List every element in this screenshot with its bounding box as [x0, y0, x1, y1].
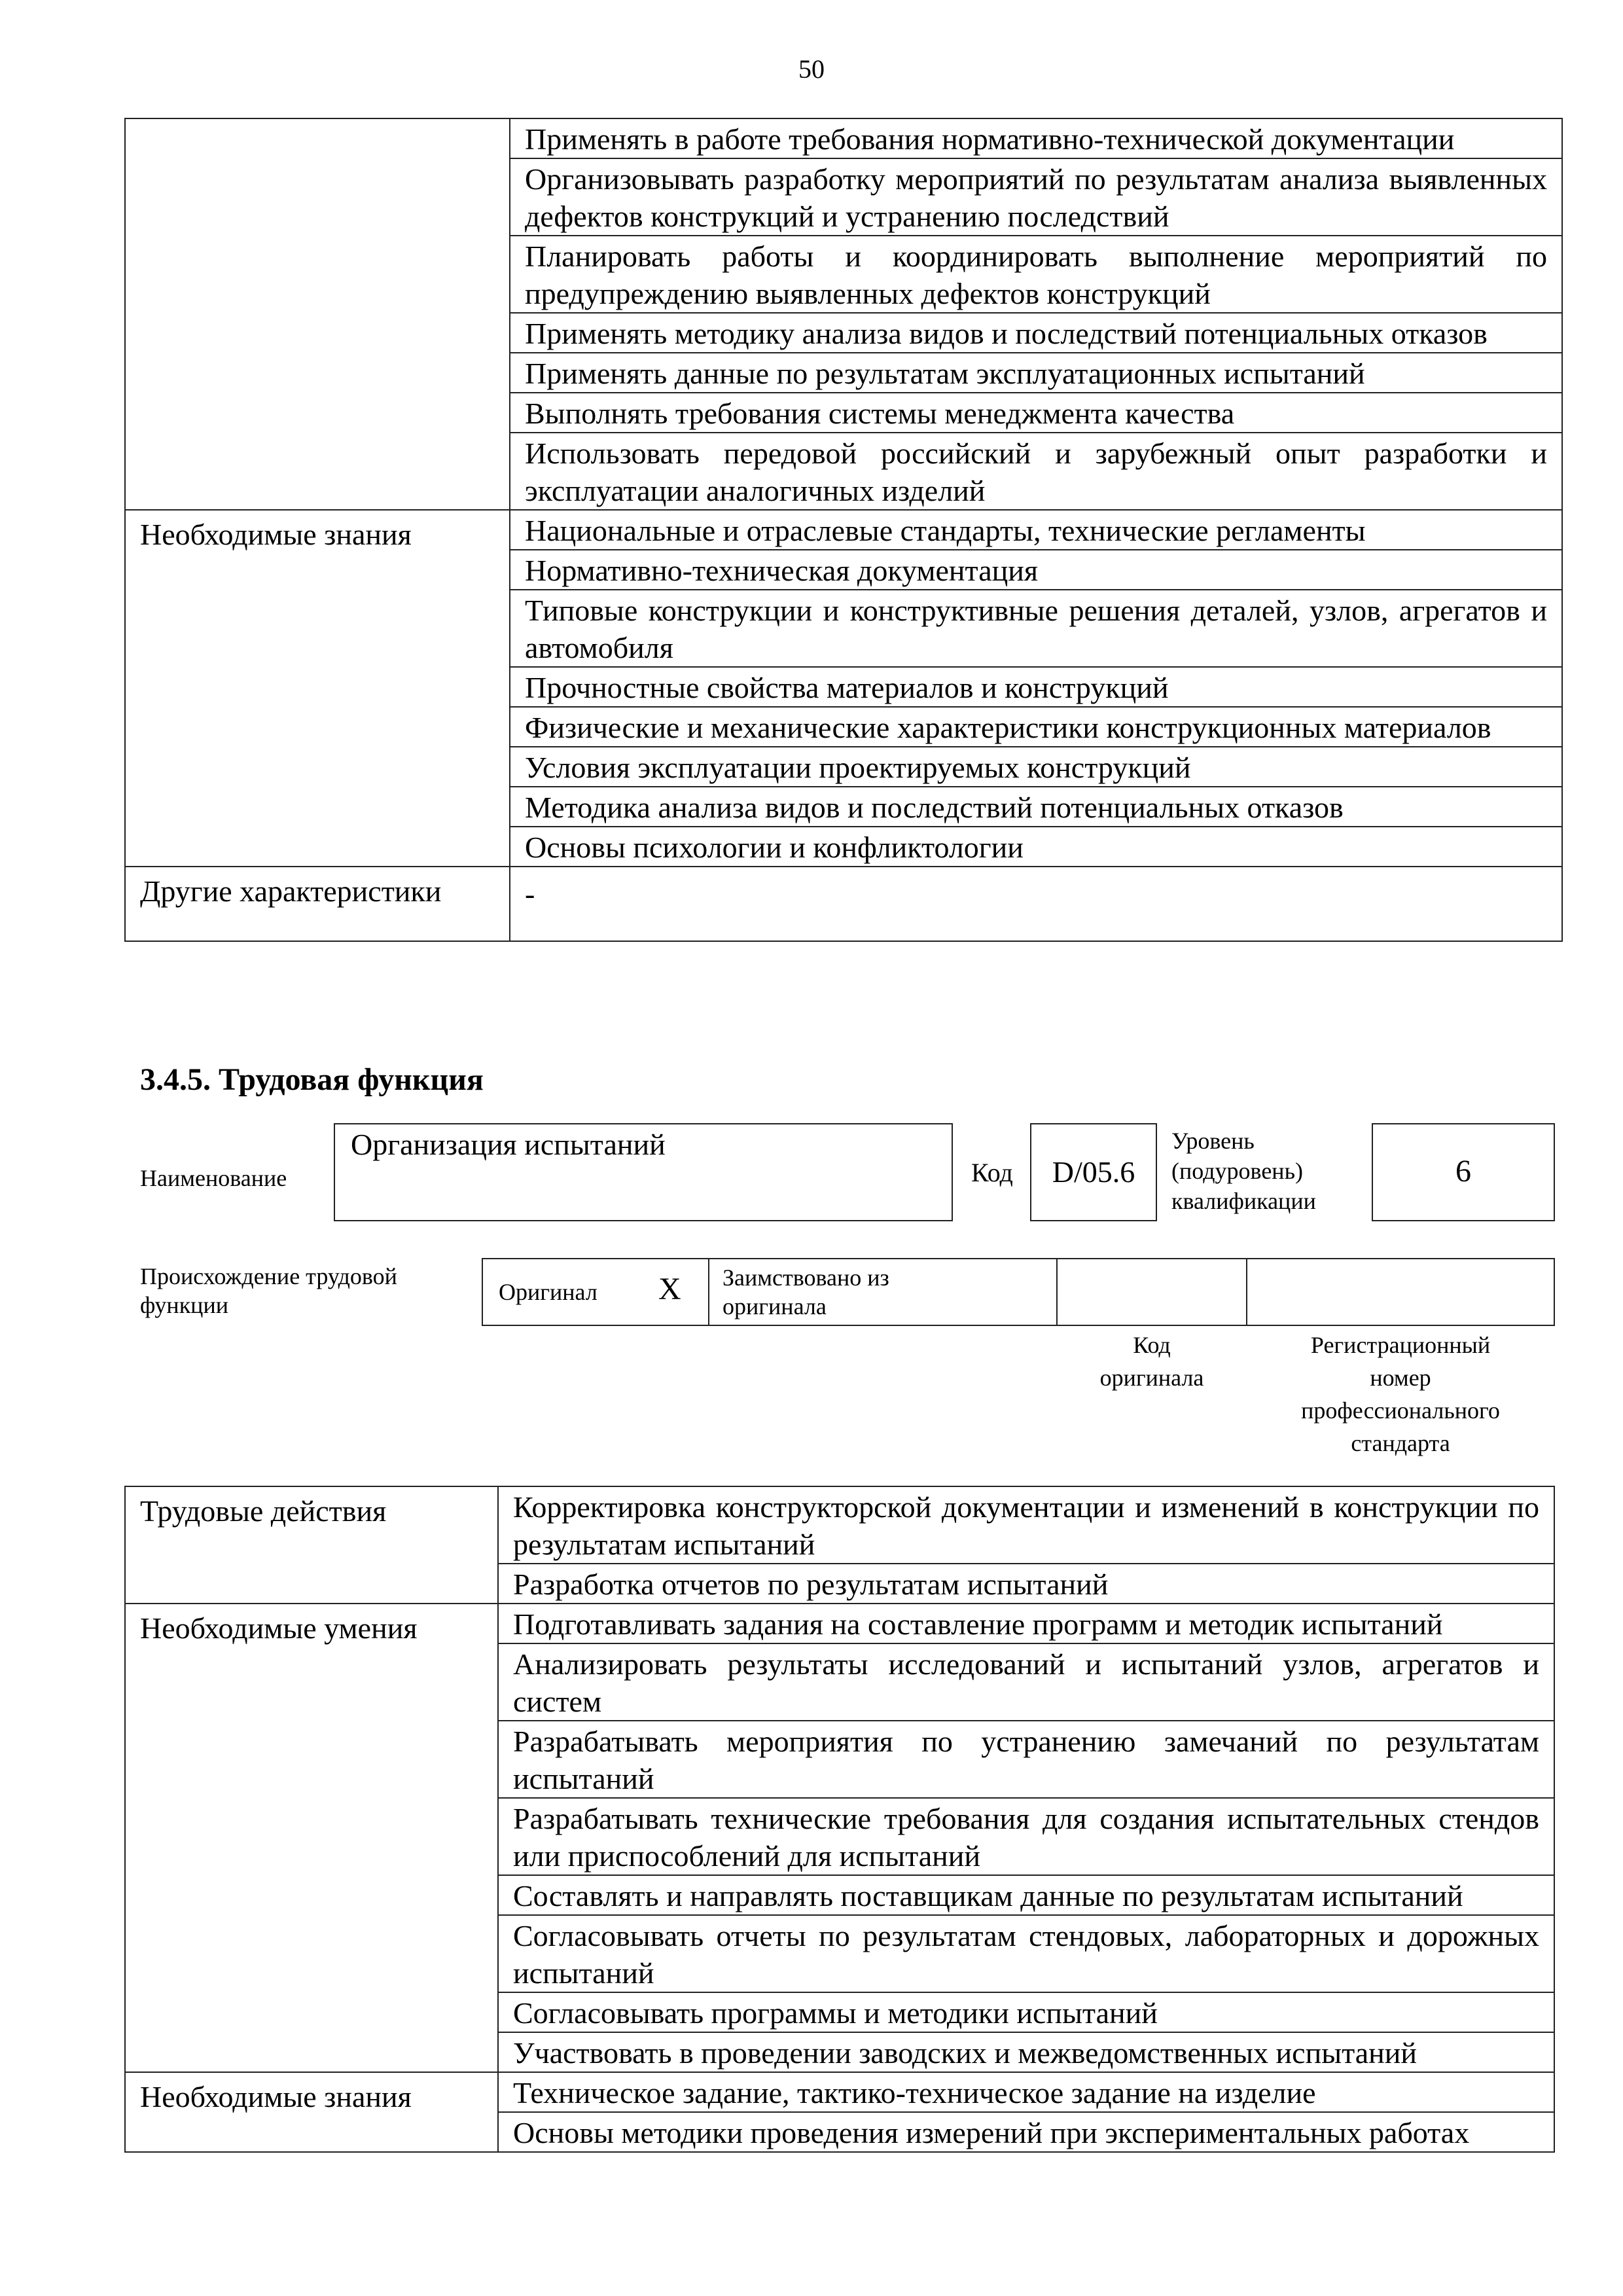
labor-function-table [124, 1486, 1555, 2153]
list-item: Применять методику анализа видов и последствий потенциальных отказов [510, 314, 1561, 353]
list-item: Нормативно-техническая документация [510, 550, 1561, 590]
name-field [334, 1123, 953, 1221]
list-item: Прочностные свойства материалов и конструкций [510, 668, 1561, 708]
list-item: Планировать работы и координировать выполнение мероприятий по предупреждению выявленных дефектов конструкций [510, 236, 1561, 314]
knowledge-items-cell [510, 510, 1562, 867]
original-label: Оригинал [499, 1279, 597, 1305]
list-item: Условия эксплуатации проектируемых конструкций [510, 747, 1561, 787]
list-item: Методика анализа видов и последствий потенциальных отказов [510, 787, 1561, 827]
list-item: Применять в работе требования нормативно-технической документации [510, 119, 1561, 159]
list-item: Типовые конструкции и конструктивные решения деталей, узлов, агрегатов и автомобиля [510, 590, 1561, 668]
skills-items-cell [510, 118, 1562, 510]
original-cell [482, 1258, 709, 1326]
other-value: - [525, 877, 535, 910]
code-value: D/05.6 [1052, 1155, 1135, 1189]
knowledge-label: Необходимые знания [125, 2072, 498, 2152]
section-heading: 3.4.5. Трудовая функция [140, 1062, 484, 1097]
list-item: Основы психологии и конфликтологии [525, 831, 1024, 864]
caption-line: номер [1370, 1365, 1431, 1391]
borrowed-label [722, 1263, 889, 1321]
table-row [125, 118, 1562, 510]
caption-line: оригинала [1099, 1365, 1204, 1391]
code-field [1030, 1123, 1157, 1221]
list-item: Согласовывать программы и методики испытаний [499, 1993, 1554, 2033]
list-item: Выполнять требования системы менеджмента качества [510, 393, 1561, 433]
reg-number-field [1246, 1258, 1555, 1326]
borrowed-label-line: оригинала [722, 1293, 827, 1319]
list-item: Анализировать результаты исследований и испытаний узлов, агрегатов и систем [499, 1644, 1554, 1721]
level-value: 6 [1455, 1154, 1471, 1189]
level-label-line: квалификации [1171, 1188, 1316, 1214]
caption-line: профессионального [1301, 1397, 1500, 1424]
code-original-caption [1056, 1329, 1247, 1394]
list-item: Разрабатывать мероприятия по устранению замечаний по результатам испытаний [499, 1721, 1554, 1799]
list-item: Организовывать разработку мероприятий по результатам анализа выявленных дефектов конструкций и устранению последствий [510, 159, 1561, 236]
list-item: Разрабатывать технические требования для создания испытательных стендов или приспособлений для испытаний [499, 1799, 1554, 1876]
name-label: Наименование [140, 1165, 287, 1191]
code-original-field [1056, 1258, 1247, 1326]
list-item: Применять данные по результатам эксплуатационных испытаний [510, 353, 1561, 393]
list-item: Основы методики проведения измерений при экспериментальных работах [513, 2116, 1470, 2149]
caption-line: Регистрационный [1310, 1332, 1491, 1358]
knowledge-label: Необходимые знания [125, 510, 510, 867]
list-item: Участвовать в проведении заводских и межведомственных испытаний [513, 2036, 1418, 2070]
caption-line: стандарта [1351, 1430, 1450, 1456]
level-label [1171, 1126, 1316, 1216]
list-item: Подготавливать задания на составление программ и методик испытаний [499, 1604, 1554, 1644]
actions-label: Трудовые действия [125, 1486, 498, 1604]
competency-table-continued [124, 118, 1563, 942]
skills-label: Необходимые умения [125, 1604, 498, 2072]
origin-label-line: Происхождение трудовой [140, 1263, 397, 1289]
borrowed-label-line: Заимствовано из [722, 1265, 889, 1291]
table-row [125, 867, 1562, 941]
page-number: 50 [798, 54, 825, 84]
reg-number-caption [1246, 1329, 1555, 1460]
list-item: Использовать передовой российский и зарубежный опыт разработки и эксплуатации аналогичных изделий [525, 437, 1547, 507]
level-label-line: (подуровень) [1171, 1158, 1303, 1184]
other-label: Другие характеристики [125, 867, 510, 941]
skills-items-cell [498, 1604, 1554, 2072]
list-item: Национальные и отраслевые стандарты, технические регламенты [510, 511, 1561, 550]
table-row [125, 2072, 1554, 2152]
name-value: Организация испытаний [351, 1128, 666, 1161]
skills-label-cell [125, 118, 510, 510]
list-item: Составлять и направлять поставщикам данные по результатам испытаний [499, 1876, 1554, 1916]
other-value-cell [510, 867, 1562, 941]
level-field [1372, 1123, 1555, 1221]
table-row [125, 1486, 1554, 1604]
original-mark: X [658, 1272, 681, 1306]
table-row [125, 1604, 1554, 2072]
origin-label [140, 1262, 397, 1319]
borrowed-cell [708, 1258, 1058, 1326]
actions-items-cell [498, 1486, 1554, 1604]
level-label-line: Уровень [1171, 1128, 1255, 1154]
caption-line: Код [1133, 1332, 1171, 1358]
list-item: Техническое задание, тактико-техническое задание на изделие [499, 2073, 1554, 2113]
table-row [125, 510, 1562, 867]
list-item: Разработка отчетов по результатам испытаний [513, 1568, 1109, 1601]
list-item: Корректировка конструкторской документации и изменений в конструкции по результатам испытаний [499, 1487, 1554, 1564]
origin-label-line: функции [140, 1292, 228, 1318]
list-item: Физические и механические характеристики конструкционных материалов [510, 708, 1561, 747]
code-label: Код [971, 1158, 1013, 1187]
knowledge-items-cell [498, 2072, 1554, 2152]
list-item: Согласовывать отчеты по результатам стендовых, лабораторных и дорожных испытаний [499, 1916, 1554, 1993]
